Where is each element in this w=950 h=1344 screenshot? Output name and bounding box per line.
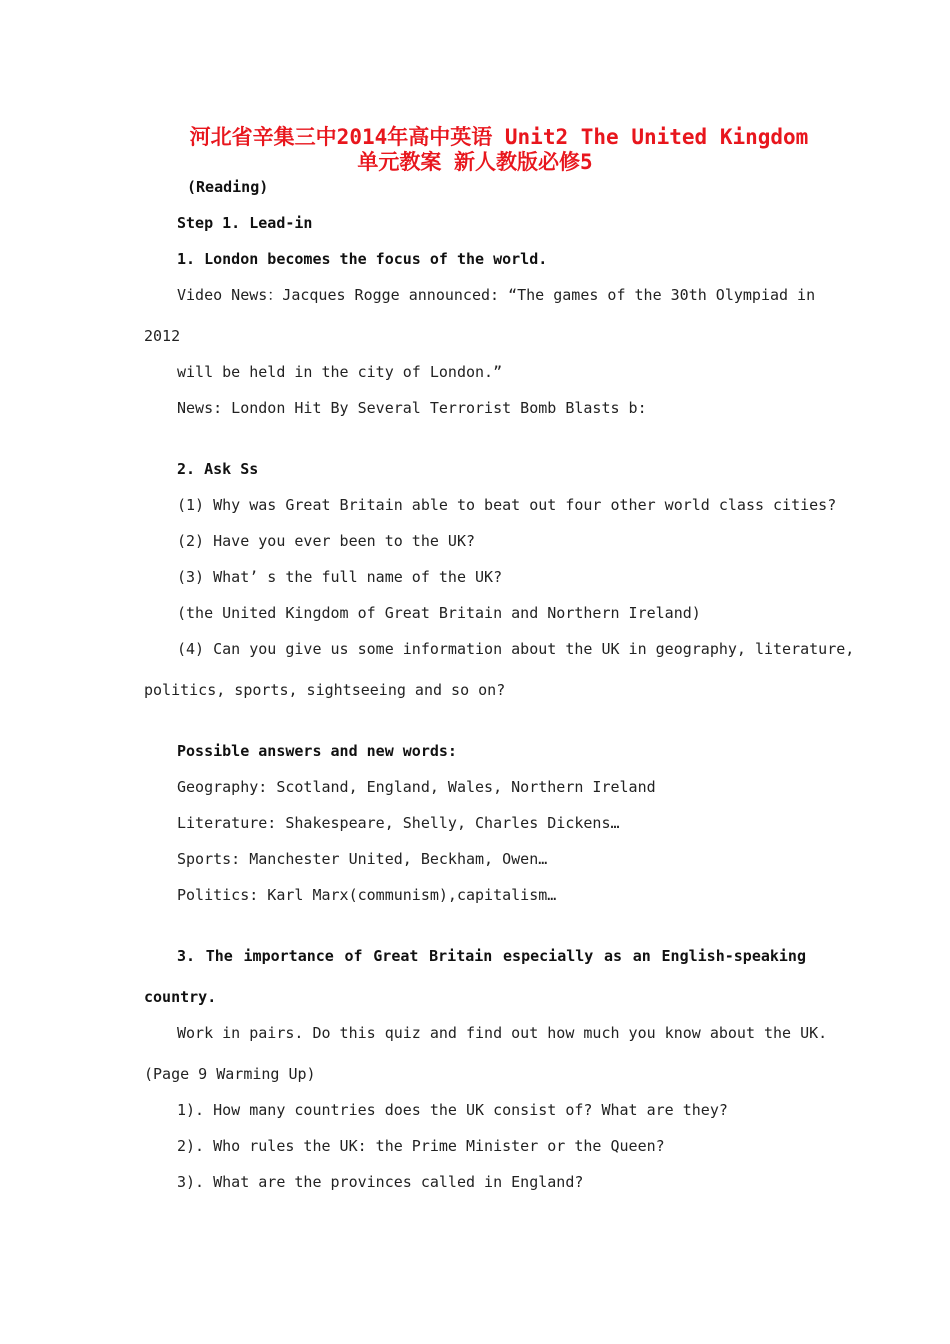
question-3-answer: (the United Kingdom of Great Britain and Northern Ireland) bbox=[177, 604, 701, 622]
work-in-pairs-text: Work in pairs. Do this quiz and find out how much you know about the UK. bbox=[177, 1024, 828, 1042]
document-title-line1: 河北省辛集三中2014年高中英语 Unit2 The United Kingdom bbox=[189, 125, 809, 149]
document-title-line2: 单元教案 新人教版必修5 bbox=[357, 150, 593, 174]
year-text: 2012 bbox=[144, 327, 181, 345]
question-4-continued: politics, sports, sightseeing and so on? bbox=[144, 681, 506, 699]
possible-answers-heading: Possible answers and new words: bbox=[177, 742, 457, 760]
question-3: (3) What’ s the full name of the UK? bbox=[177, 568, 503, 586]
page-reference: (Page 9 Warming Up) bbox=[144, 1065, 316, 1083]
section3-heading: 3. The importance of Great Britain especially as an English-speaking bbox=[177, 947, 806, 965]
quiz-question-3: 3). What are the provinces called in England? bbox=[177, 1173, 584, 1191]
video-news-text: Video News：Jacques Rogge announced: “The games of the 30th Olympiad in bbox=[177, 286, 816, 304]
politics-line: Politics: Karl Marx(communism),capitalism… bbox=[177, 886, 557, 904]
section1-heading: 1. London becomes the focus of the world. bbox=[177, 250, 548, 268]
news-text: News: London Hit By Several Terrorist Bomb Blasts b: bbox=[177, 399, 647, 417]
geography-line: Geography: Scotland, England, Wales, Northern Ireland bbox=[177, 778, 656, 796]
literature-line: Literature: Shakespeare, Shelly, Charles Dickens… bbox=[177, 814, 620, 832]
quiz-question-1: 1). How many countries does the UK consist of? What are they? bbox=[177, 1101, 728, 1119]
reading-label: (Reading) bbox=[187, 178, 269, 196]
quiz-question-2: 2). Who rules the UK: the Prime Minister or the Queen? bbox=[177, 1137, 665, 1155]
section3-heading-continued: country. bbox=[144, 988, 217, 1006]
section2-heading: 2. Ask Ss bbox=[177, 460, 259, 478]
held-text: will be held in the city of London.” bbox=[177, 363, 503, 381]
question-1: (1) Why was Great Britain able to beat out four other world class cities? bbox=[177, 496, 837, 514]
question-4: (4) Can you give us some information about the UK in geography, literature, bbox=[177, 640, 855, 658]
step1-heading: Step 1. Lead-in bbox=[177, 214, 313, 232]
question-2: (2) Have you ever been to the UK? bbox=[177, 532, 476, 550]
sports-line: Sports: Manchester United, Beckham, Owen… bbox=[177, 850, 548, 868]
